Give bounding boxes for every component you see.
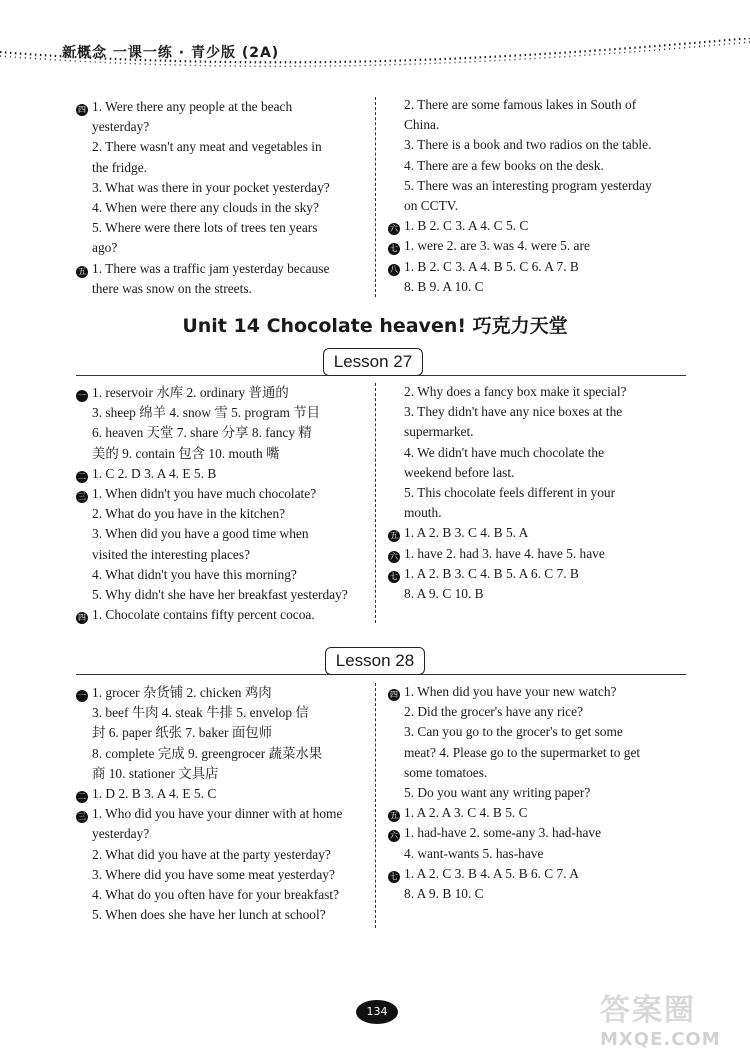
top-left-column [76, 97, 368, 299]
answer-line: 8. complete 完成 9. greengrocer 蔬菜水果 [92, 745, 323, 761]
section-badge-5: 五 [390, 811, 398, 821]
answer-line: China. [404, 117, 440, 133]
watermark-logo-text: 答案圈 [600, 993, 696, 1028]
answer-line: 1. B 2. C 3. A 4. C 5. C [404, 218, 529, 234]
answer-line: 3. Can you go to the grocer's to get some [404, 724, 623, 740]
answer-line: 6. heaven 天堂 7. share 分享 8. fancy 精 [92, 425, 312, 441]
answer-line: 2. What do you have in the kitchen? [92, 506, 286, 522]
answer-line: ago? [92, 240, 118, 256]
answer-line: 8. B 9. A 10. C [404, 278, 484, 294]
lesson28-right-column [388, 682, 688, 904]
answer-line: 商 10. stationer 文具店 [92, 765, 219, 781]
answer-line: 1. Were there any people at the beach [92, 99, 293, 114]
answer-line: 1. A 2. A 3. C 4. B 5. C [404, 805, 528, 821]
answer-line: 3. Where did you have some meat yesterday? [92, 866, 335, 882]
column-divider [375, 97, 376, 297]
answer-line: 1. B 2. C 3. A 4. B 5. C 6. A 7. B [404, 258, 579, 274]
section-badge-1: 一 [78, 391, 86, 400]
answer-line: 1. When did you have your new watch? [404, 684, 617, 699]
answer-line: 5. Do you want any writing paper? [404, 785, 591, 801]
section-badge-2: 二 [78, 792, 86, 802]
answer-line: 3. When did you have a good time when [92, 526, 309, 542]
section-badge-2: 二 [78, 471, 86, 481]
answer-line: 1. C 2. D 3. A 4. E 5. B [92, 465, 217, 481]
answer-line: some tomatoes. [404, 764, 488, 780]
answer-line: 4. We didn't have much chocolate the [404, 444, 605, 460]
section-badge-1: 一 [78, 691, 86, 700]
lesson-27-heading: Lesson 27 [323, 348, 423, 376]
lesson27-left-column [76, 383, 368, 625]
book-header-title: 新概念 一课一练 · 青少版 (2A) [62, 45, 280, 61]
answer-line: 1. had-have 2. some-any 3. had-have [404, 825, 602, 841]
answer-line: yesterday? [92, 826, 150, 842]
answer-line: 1. were 2. are 3. was 4. were 5. are [404, 238, 590, 254]
answer-line: 5. This chocolate feels different in your [404, 485, 616, 501]
answer-line: yesterday? [92, 119, 150, 135]
answer-line: the fridge. [92, 159, 148, 175]
answer-line: 2. Why does a fancy box make it special? [404, 384, 627, 399]
section-badge-8: 八 [390, 264, 398, 274]
answer-line: 1. A 2. B 3. C 4. B 5. A 6. C 7. B [404, 565, 579, 581]
answer-line: 5. There was an interesting program yesterday [404, 177, 652, 193]
answer-line: 3. There is a book and two radios on the table. [404, 137, 652, 153]
answer-line: 8. A 9. C 10. B [404, 586, 484, 602]
answer-line: visited the interesting places? [92, 546, 251, 562]
section-badge-4: 四 [78, 105, 86, 114]
answer-line: 2. What did you have at the party yesterday? [92, 846, 331, 862]
answer-line: 1. D 2. B 3. A 4. E 5. C [92, 786, 217, 802]
section-badge-4: 四 [390, 690, 398, 699]
answer-line: 1. A 2. C 3. B 4. A 5. B 6. C 7. A [404, 865, 579, 881]
watermark-url: MXQE.COM [600, 1029, 721, 1050]
lesson27-right-column [388, 382, 688, 604]
answer-line: 1. Who did you have your dinner with at home [92, 806, 343, 822]
answer-line: 1. grocer 杂货铺 2. chicken 鸡肉 [92, 685, 272, 700]
answer-line: meat? 4. Please go to the supermarket to get [404, 744, 641, 760]
answer-line: 5. Why didn't she have her breakfast yesterday? [92, 587, 348, 603]
answer-line: mouth. [404, 505, 442, 521]
section-badge-3: 三 [78, 812, 86, 822]
answer-line: on CCTV. [404, 198, 459, 214]
answer-line: 2. There wasn't any meat and vegetables in [92, 139, 322, 155]
answer-line: 4. There are a few books on the desk. [404, 157, 604, 173]
answer-line: there was snow on the streets. [92, 280, 252, 296]
answer-line: 5. Where were there lots of trees ten years [92, 220, 318, 236]
lesson28-left-column [76, 683, 368, 925]
answer-line: 4. What didn't you have this morning? [92, 566, 297, 582]
answer-line: 1. Chocolate contains fifty percent cocoa. [92, 607, 315, 623]
answer-line: 1. When didn't you have much chocolate? [92, 486, 317, 502]
section-badge-6: 六 [390, 224, 398, 234]
answer-line: 1. A 2. B 3. C 4. B 5. A [404, 525, 529, 541]
page-number: 134 [356, 1000, 398, 1024]
unit-title: Unit 14 Chocolate heaven! 巧克力天堂 [182, 315, 568, 337]
answer-line: 3. What was there in your pocket yesterday? [92, 179, 330, 195]
answer-line: 5. When does she have her lunch at school? [92, 907, 326, 923]
answer-line: 1. There was a traffic jam yesterday because [92, 260, 330, 276]
answer-line: 2. Did the grocer's have any rice? [404, 704, 584, 720]
answer-line: 4. What do you often have for your breakfast? [92, 887, 340, 903]
answer-line: 3. beef 牛肉 4. steak 牛排 5. envelop 信 [92, 705, 309, 721]
column-divider [375, 683, 376, 928]
answer-line: 4. When were there any clouds in the sky? [92, 200, 319, 216]
answer-line: 美的 9. contain 包含 10. mouth 嘴 [92, 445, 280, 461]
section-badge-6: 六 [390, 831, 398, 841]
top-right-column [388, 95, 688, 297]
answer-line: 3. They didn't have any nice boxes at the [404, 404, 623, 420]
section-badge-7: 七 [390, 871, 398, 881]
answer-line: 4. want-wants 5. has-have [404, 845, 544, 861]
answer-line: 8. A 9. B 10. C [404, 886, 484, 902]
column-divider [375, 383, 376, 623]
section-badge-4: 四 [78, 613, 86, 623]
site-watermark [600, 985, 740, 1050]
answer-line: 2. There are some famous lakes in South of [404, 97, 637, 112]
section-badge-5: 五 [390, 531, 398, 541]
section-badge-3: 三 [78, 492, 86, 502]
section-badge-6: 六 [390, 551, 398, 561]
section-badge-7: 七 [390, 244, 398, 254]
lesson-28-heading: Lesson 28 [325, 647, 425, 675]
section-badge-5: 五 [78, 266, 86, 276]
answer-line: 封 6. paper 纸张 7. baker 面包师 [92, 725, 272, 741]
answer-line: 3. sheep 绵羊 4. snow 雪 5. program 节目 [92, 405, 320, 421]
answer-line: 1. reservoir 水库 2. ordinary 普通的 [92, 385, 289, 400]
answer-line: 1. have 2. had 3. have 4. have 5. have [404, 545, 605, 561]
answer-line: weekend before last. [404, 464, 515, 480]
answer-line: supermarket. [404, 424, 474, 440]
section-badge-7: 七 [390, 571, 398, 581]
